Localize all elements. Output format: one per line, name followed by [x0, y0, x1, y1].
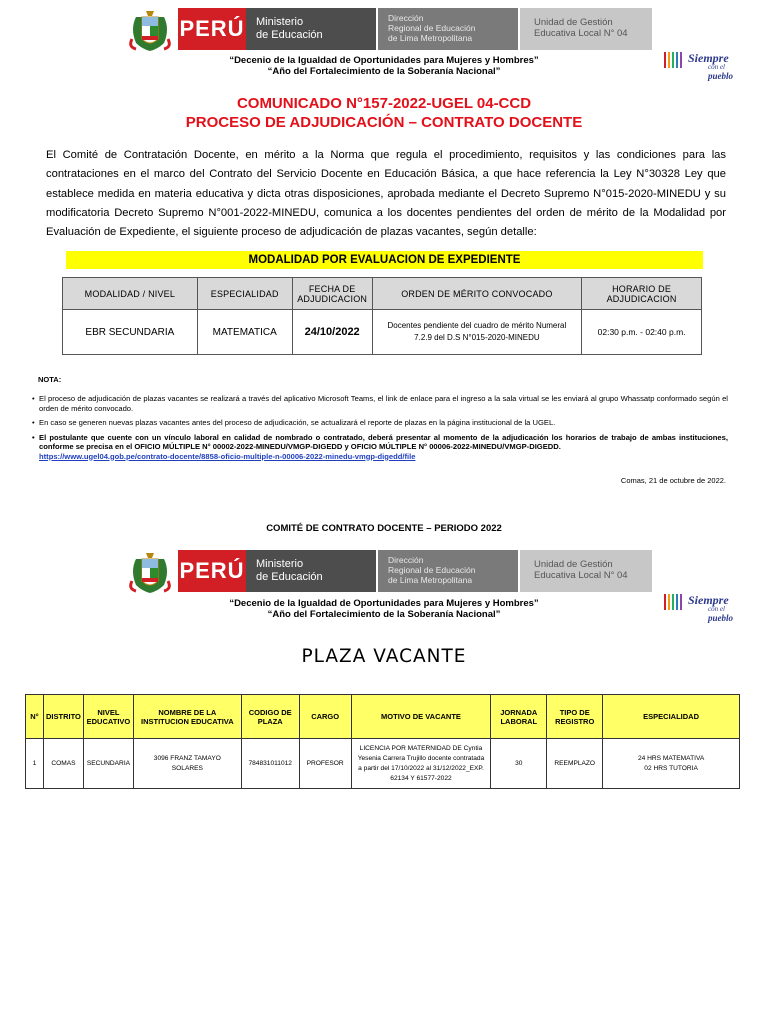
- table-header-cell: FECHA DE ADJUDICACION: [292, 278, 372, 310]
- tipo-cell: REEMPLAZO: [547, 739, 603, 789]
- nivel-cell: SECUNDARIA: [83, 739, 133, 789]
- motivo-cell: LICENCIA POR MATERNIDAD DE Cyntia Yesenia Carrera Trujillo docente contratada a partir del 17/10/2022 al 31/12/2022_EXP. 62134 Y 61577-2022: [351, 739, 491, 789]
- adjudicacion-table: [62, 277, 702, 355]
- nota-label: NOTA:: [38, 375, 62, 384]
- ministerio-label: Ministerio de Educación: [246, 550, 376, 592]
- notes-list: [32, 394, 728, 466]
- table-header-cell: ESPECIALIDAD: [603, 695, 740, 739]
- horario-cell: 02:30 p.m. - 02:40 p.m.: [582, 310, 702, 355]
- table-header-cell: N°: [26, 695, 44, 739]
- table-header-cell: MODALIDAD / NIVEL: [63, 278, 198, 310]
- nombre-cell: 3096 FRANZ TAMAYO SOLARES: [133, 739, 241, 789]
- peru-logo: PERÚ: [178, 8, 246, 50]
- table-header-cell: CODIGO DE PLAZA: [241, 695, 299, 739]
- cargo-cell: PROFESOR: [299, 739, 351, 789]
- table-header-cell: JORNADA LABORAL: [491, 695, 547, 739]
- comunicado-title: COMUNICADO N°157-2022-UGEL 04-CCD PROCESO DE ADJUDICACIÓN – CONTRATO DOCENTE: [185, 95, 583, 131]
- especialidad-cell: MATEMATICA: [197, 310, 292, 355]
- fecha-lugar: Comas, 21 de octubre de 2022.: [620, 476, 726, 485]
- table-header-cell: DISTRITO: [43, 695, 83, 739]
- table-header-cell: ORDEN DE MÉRITO CONVOCADO: [372, 278, 582, 310]
- anio-text: “Año del Fortalecimiento de la Soberanía Nacional”: [267, 66, 501, 77]
- list-item: • El proceso de adjudicación de plazas vacantes se realizará a través del aplicativo Microsoft Teams, el link de enlace para el ingreso a la sala virtual se les enviará al grupo Whassatp conformado según el orden de mérito convocado.: [32, 394, 728, 413]
- direccion-label: Dirección Regional de Educación de Lima Metropolitana: [378, 550, 518, 592]
- fecha-cell: 24/10/2022: [292, 310, 372, 355]
- n-cell: 1: [26, 739, 44, 789]
- plaza-vacante-table: [25, 694, 740, 789]
- table-row: [63, 310, 702, 355]
- table-header-cell: ESPECIALIDAD: [197, 278, 292, 310]
- modalidad-cell: EBR SECUNDARIA: [63, 310, 198, 355]
- table-row: [26, 739, 740, 789]
- table-header-cell: CARGO: [299, 695, 351, 739]
- decenio-text: “Decenio de la Igualdad de Oportunidades para Mujeres y Hombres”: [229, 55, 539, 66]
- table-header-cell: NOMBRE DE LA INSTITUCION EDUCATIVA: [133, 695, 241, 739]
- distrito-cell: COMAS: [43, 739, 83, 789]
- table-header-row: [63, 278, 702, 310]
- table-header-cell: NIVEL EDUCATIVO: [83, 695, 133, 739]
- ugel-label: Unidad de Gestión Educativa Local N° 04: [520, 8, 652, 50]
- plaza-vacante-title: PLAZA VACANTE: [301, 646, 467, 667]
- table-header-row: [26, 695, 740, 739]
- especialidad-cell: 24 HRS MATEMATIVA 02 HRS TUTORIA: [603, 739, 740, 789]
- ministerio-label: Ministerio de Educación: [246, 8, 376, 50]
- decenio-text: “Decenio de la Igualdad de Oportunidades para Mujeres y Hombres”: [229, 598, 539, 609]
- modalidad-title: MODALIDAD POR EVALUACION DE EXPEDIENTE: [66, 251, 703, 269]
- siempre-con-el-pueblo-logo: Siempre con el pueblo: [664, 592, 736, 620]
- orden-cell: Docentes pendiente del cuadro de mérito Numeral 7.2.9 del D.S N°015-2020-MINEDU: [372, 310, 582, 355]
- table-header-cell: TIPO DE REGISTRO: [547, 695, 603, 739]
- jornada-cell: 30: [491, 739, 547, 789]
- siempre-con-el-pueblo-logo: Siempre con el pueblo: [664, 50, 736, 78]
- comite-title: COMITÉ DE CONTRATO DOCENTE – PERIODO 2022: [266, 523, 502, 534]
- table-header-cell: HORARIO DE ADJUDICACION: [582, 278, 702, 310]
- peru-coat-of-arms-icon: [126, 551, 174, 595]
- ugel-label: Unidad de Gestión Educativa Local N° 04: [520, 550, 652, 592]
- list-item: • El postulante que cuente con un vínculo laboral en calidad de nombrado o contratado, deberá presentar al momento de la adjudicación los horarios de trabajo de ambas instituciones, conforme se precisa en el OFICIO MÚLTIPLE N° 00002-2022-MINEDU/VMGP-DIGEDD y OFICIO MÚLTIPLE N° 00006-2022-MINEDU/VMGP-DIGEDD. https://www.ugel04.gob.pe/contrato-docente/8858-oficio-multiple-n-00006-2022-minedu-vmgp-digedd/file: [32, 433, 728, 462]
- direccion-label: Dirección Regional de Educación de Lima Metropolitana: [378, 8, 518, 50]
- list-item: • En caso se generen nuevas plazas vacantes antes del proceso de adjudicación, se actualizará el reporte de plazas en la página institucional de la UGEL.: [32, 418, 728, 428]
- peru-logo: PERÚ: [178, 550, 246, 592]
- table-header-cell: MOTIVO DE VACANTE: [351, 695, 491, 739]
- body-paragraph: El Comité de Contratación Docente, en mérito a la Norma que regula el procedimiento, requisitos y las condiciones para las contrataciones en el marco del Contrato del Servicio Docente en Educación Básica, a que hace referencia la Ley N°30328 Ley que establece medida en materia educativa y dicta otras disposiciones, aprobada mediante el Decreto Supremo N°015-2020-MINEDU y su modificatoria Decreto Supremo N°001-2022-MINEDU, comunica a los docentes pendientes del orden de mérito de la Modalidad por Evaluación de Expediente, el siguiente proceso de adjudicación de plazas vacantes, según detalle:: [46, 149, 726, 239]
- codigo-cell: 784831011012: [241, 739, 299, 789]
- peru-coat-of-arms-icon: [126, 9, 174, 53]
- oficio-link[interactable]: https://www.ugel04.gob.pe/contrato-docente/8858-oficio-multiple-n-00006-2022-minedu-vmgp-digedd/file: [39, 451, 416, 461]
- anio-text: “Año del Fortalecimiento de la Soberanía Nacional”: [267, 609, 501, 620]
